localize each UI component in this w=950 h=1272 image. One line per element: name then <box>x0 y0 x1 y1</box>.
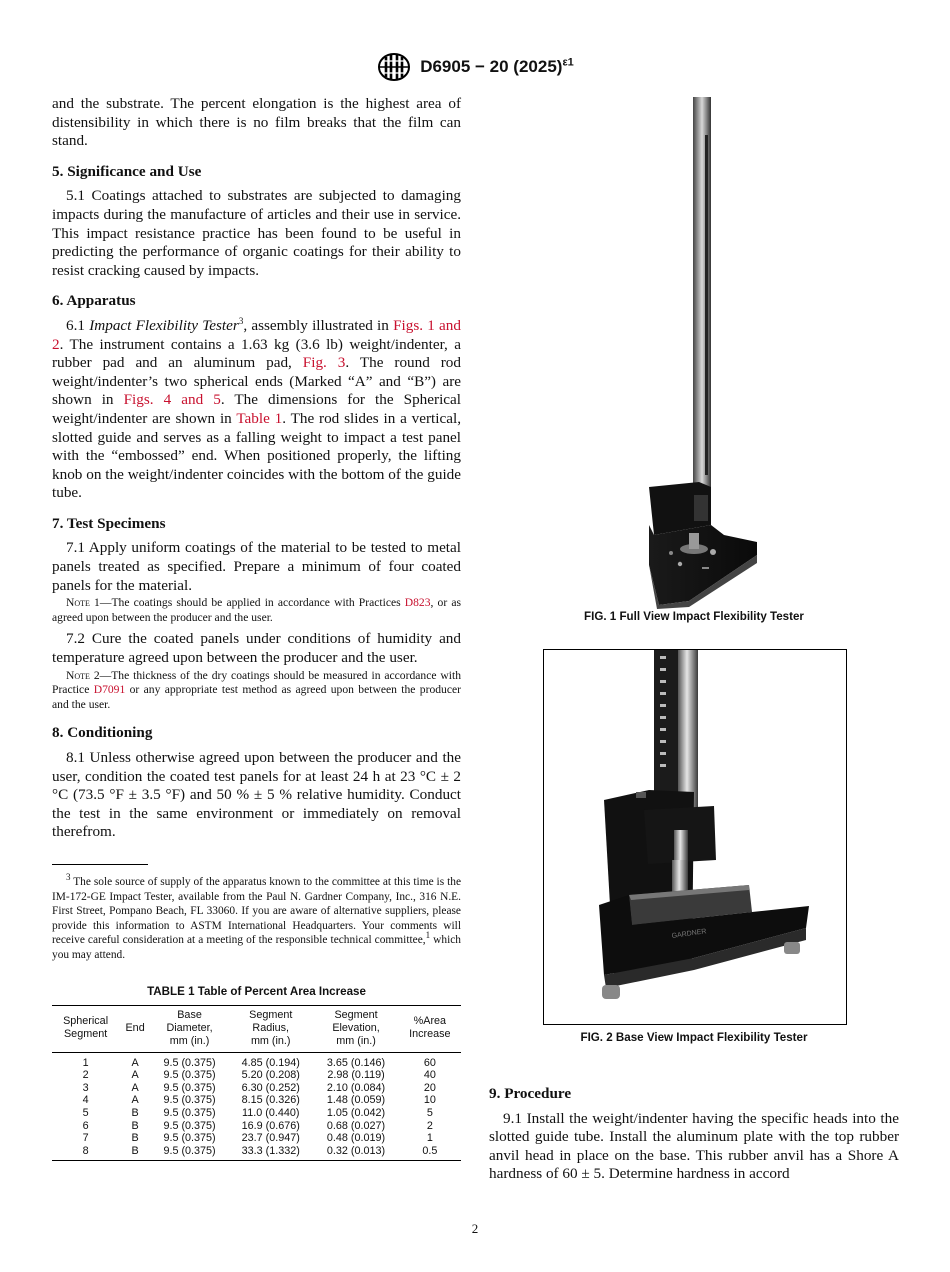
section-9-1: 9.1 Install the weight/indenter having the specific heads into the slotted guide tube. Install the aluminum plate with the top rubber anvil head in place on the base. This rubber anvil has a Shore A hardness of 60 ± 5. Determine hardness in accord <box>489 1109 899 1183</box>
standard-designation: D6905 − 20 $(2025)^{\varepsilon 1}$ <box>420 56 574 76</box>
table-row <box>52 1082 461 1095</box>
left-column <box>52 95 461 1161</box>
intro-paragraph: and the substrate. The percent elongation is the highest area of distensibility in which there is no film breaks that the film can stand. <box>52 95 461 150</box>
table-cell: 11.0 (0.440) <box>242 1106 300 1119</box>
table-cell: 0.48 (0.019) <box>326 1132 386 1145</box>
percent-area-table <box>52 1005 461 1162</box>
figure-2-image <box>543 649 847 1025</box>
section-5-title: 5. Significance and Use <box>52 162 202 180</box>
page-number: 2 <box>471 1221 479 1236</box>
table-cell: 9.5 (0.375) <box>163 1119 216 1132</box>
table-row <box>52 1069 461 1082</box>
table-cell: 8.15 (0.326) <box>241 1094 300 1107</box>
table-row <box>52 1107 461 1120</box>
figure-1-image <box>489 95 899 610</box>
table-cell: 7 <box>82 1132 89 1145</box>
table-cell: 2.10 (0.084) <box>326 1081 386 1094</box>
table-cell: B <box>131 1119 139 1132</box>
table-cell: 9.5 (0.375) <box>163 1094 216 1107</box>
table-cell: 3 <box>82 1081 89 1094</box>
note-1: Note 1—The coatings should be applied in accordance with Practices D823, or as agreed upon between the producer and the user. <box>52 596 461 624</box>
table-cell: 2 <box>82 1069 89 1082</box>
table-header-cell: Segment Radius, mm (in.) <box>249 1008 293 1047</box>
table-cell: A <box>131 1094 139 1107</box>
table-header-row <box>52 1005 461 1052</box>
table-cell: 8 <box>82 1144 89 1157</box>
table-cell: 1.48 (0.059) <box>326 1094 386 1107</box>
section-8-title: 8. Conditioning <box>52 724 153 742</box>
table-cell: 9.5 (0.375) <box>163 1069 216 1082</box>
table-1-link[interactable]: Table 1 <box>236 409 283 427</box>
table-cell: 1.05 (0.042) <box>326 1106 386 1119</box>
table-cell: 9.5 (0.375) <box>163 1081 216 1094</box>
section-7-2: 7.2 Cure the coated panels under conditions of humidity and temperature agreed upon between the producer and the user. <box>52 630 461 667</box>
table-row <box>52 1145 461 1161</box>
table-cell: 4 <box>82 1094 89 1107</box>
table-cell: 5 <box>426 1106 433 1119</box>
table-cell: 6.30 (0.252) <box>241 1081 300 1094</box>
impact-tester-base-view-icon <box>544 650 846 1024</box>
table-cell: A <box>131 1056 139 1069</box>
table-cell: 5 <box>82 1106 89 1119</box>
table-body <box>52 1052 461 1161</box>
impact-tester-full-view-icon <box>489 95 899 610</box>
table-cell: 0.68 (0.027) <box>326 1119 386 1132</box>
table-cell: 5.20 (0.208) <box>241 1069 300 1082</box>
table-cell: B <box>131 1106 139 1119</box>
page-header <box>0 52 950 82</box>
section-6-1: 6.1 Impact Flexibility Tester$^3$, assembly illustrated in Figs. 1 and 2. The instrument contains a 1.63 kg (3.6 lb) weight/indenter, a rubber pad and an aluminum pad, Fig. 3. The round rod weight/indenter’s two spherical ends (Marked “A” and “B”) are shown in Figs. 4 and 5. The dimensions for the Spherical weight/indenter are shown in Table 1. The rod slides in a vertical, slotted guide and serves as a falling weight to impact a test panel with the “embossed” end. When positioned properly, the lifting knob on the weight/indenter coincides with the bottom of the guide tube. <box>52 315 461 502</box>
table-cell: 60 <box>423 1056 436 1069</box>
table-header-cell: Segment Elevation, mm (in.) <box>332 1008 380 1047</box>
table-cell: 33.3 (1.332) <box>241 1144 300 1157</box>
table-header-cell: Base Diameter, mm (in.) <box>166 1008 213 1047</box>
table-cell: 1 <box>426 1132 433 1145</box>
table-cell: 20 <box>423 1081 436 1094</box>
table-cell: 3.65 (0.146) <box>326 1056 386 1069</box>
table-cell: 9.5 (0.375) <box>163 1144 216 1157</box>
table-cell: 9.5 (0.375) <box>163 1106 216 1119</box>
table-header-cell: End <box>125 1021 145 1034</box>
footnote-rule <box>52 864 148 865</box>
table-header-cell: Spherical Segment <box>63 1015 109 1041</box>
table-1-caption: TABLE 1 Table of Percent Area Increase <box>147 984 366 998</box>
table-cell: 23.7 (0.947) <box>241 1132 300 1145</box>
figs-4-5-link[interactable]: Figs. 4 and 5 <box>123 391 221 409</box>
section-7-title: 7. Test Specimens <box>52 514 166 532</box>
table-cell: 0.32 (0.013) <box>326 1144 386 1157</box>
table-cell: 6 <box>82 1119 89 1132</box>
table-row <box>52 1120 461 1133</box>
table-cell: 0.5 <box>422 1144 438 1157</box>
table-cell: A <box>131 1081 139 1094</box>
section-8-1: 8.1 Unless otherwise agreed upon between the producer and the user, condition the coated test panels for at least 24 h at 23 °C ± 2 °C (73.5 °F ± 3.5 °F) and 50 % ± 5 % relative humidity. Conduct the test in the same environment or immediately on removal therefrom. <box>52 749 461 841</box>
figure-1-caption: FIG. 1 Full View Impact Flexibility Tester <box>584 610 804 623</box>
d7091-link[interactable]: D7091 <box>93 683 126 697</box>
table-cell: 2 <box>426 1119 433 1132</box>
table-cell: 2.98 (0.119) <box>327 1069 385 1082</box>
procedure-section <box>489 1085 899 1184</box>
table-cell: 16.9 (0.676) <box>241 1119 300 1132</box>
figure-2-caption: FIG. 2 Base View Impact Flexibility Tester <box>580 1031 808 1044</box>
table-cell: 4.85 (0.194) <box>241 1056 300 1069</box>
table-cell: B <box>131 1132 139 1145</box>
fig-3-link[interactable]: Fig. 3 <box>302 354 346 372</box>
footnote-3: $^3$ The sole source of supply of the apparatus known to the committee at this time is the IM-172-GE Impact Tester, available from the Paul N. Gardner Company, Inc., 316 N.E. First Street, Pompano Beach, FL 33060. If you are aware of alternative suppliers, please provide this information to ASTM International Headquarters. Your comments will receive careful consideration at a meeting of the responsible technical committee,$^1$ which you may attend. <box>52 872 461 961</box>
table-row <box>52 1052 461 1069</box>
table-row <box>52 1132 461 1145</box>
table-cell: 40 <box>423 1069 436 1082</box>
section-6-title: 6. Apparatus <box>52 292 136 310</box>
section-5-1: 5.1 Coatings attached to substrates are subjected to damaging impacts during the manufacture of articles and their use in service. This impact resistance practice has been found to be useful in predicting the performance of organic coatings for their ability to resist cracking caused by impacts. <box>52 187 461 279</box>
note-2: Note 2—The thickness of the dry coatings should be measured in accordance with Practice D7091 or any appropriate test method as agreed upon between the producer and the user. <box>52 668 462 711</box>
table-cell: A <box>131 1069 139 1082</box>
svg-text:GARDNER: GARDNER <box>671 928 707 940</box>
d823-link[interactable]: D823 <box>404 596 431 610</box>
table-cell: 9.5 (0.375) <box>163 1056 216 1069</box>
astm-logo-icon <box>376 52 412 82</box>
table-cell: 1 <box>82 1056 89 1069</box>
section-9-title: 9. Procedure <box>489 1085 572 1102</box>
section-7-1: 7.1 Apply uniform coatings of the material to be tested to metal panels treated as specified. Prepare a minimum of four coated panels for the material. <box>52 539 461 594</box>
table-row <box>52 1094 461 1107</box>
right-column <box>489 95 899 1184</box>
epsilon-superscript: ε1 <box>562 56 574 69</box>
table-cell: 9.5 (0.375) <box>163 1132 216 1145</box>
table-header-cell: %Area Increase <box>409 1015 451 1041</box>
table-cell: B <box>131 1144 139 1157</box>
table-cell: 10 <box>423 1094 436 1107</box>
figs-1-2-link[interactable]: Figs. 1 and 2 <box>52 316 461 353</box>
